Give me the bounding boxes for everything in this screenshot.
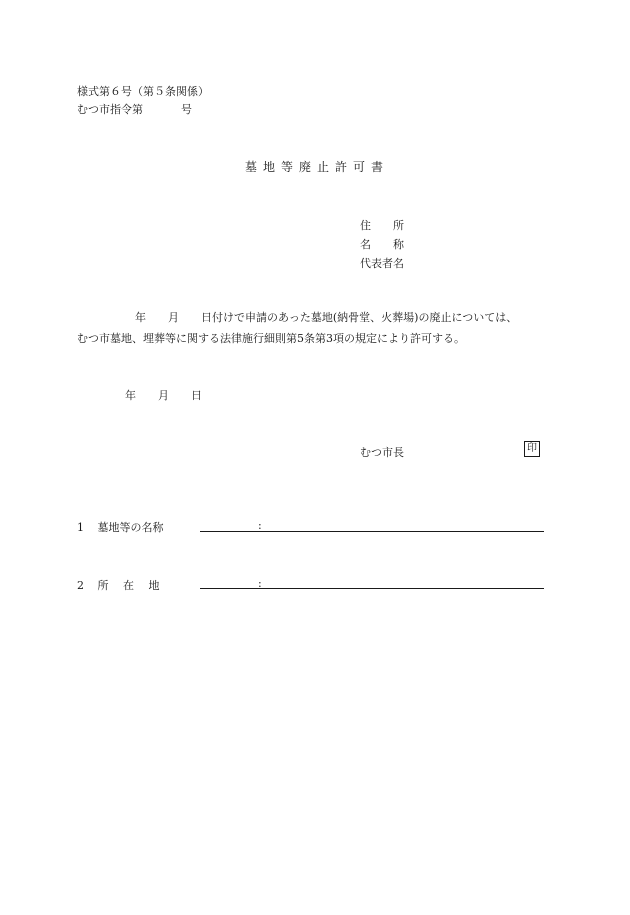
body-paragraph-line-2: むつ市墓地、埋葬等に関する法律施行細則第5条第3項の規定により許可する。 — [77, 332, 465, 345]
document-number-suffix: 号 — [181, 103, 192, 116]
applicant-name-label: 名 称 — [360, 238, 404, 251]
field-location — [77, 577, 262, 593]
field-facility-name — [77, 519, 262, 535]
issue-day-label: 日 — [191, 389, 202, 402]
document-number — [77, 101, 192, 117]
field-number: 1 — [77, 521, 84, 534]
body-year-label: 年 — [135, 311, 146, 324]
document-number-prefix: むつ市指令第 — [77, 103, 143, 116]
document-title: 墓地等廃止許可書 — [245, 160, 390, 174]
body-day-text: 日付けで申請のあった墓地(納骨堂、火葬場)の廃止については、 — [201, 311, 518, 324]
field-label: 墓地等の名称 — [97, 521, 164, 534]
body-paragraph-line-1 — [77, 309, 517, 325]
form-number-label: 様式第６号（第５条関係） — [77, 85, 209, 98]
applicant-address-label: 住 所 — [360, 219, 404, 232]
issue-month-label: 月 — [158, 389, 169, 402]
issue-date — [125, 387, 202, 403]
issue-year-label: 年 — [125, 389, 136, 402]
facility-name-input-line[interactable] — [200, 531, 544, 532]
applicant-representative-label: 代表者名 — [360, 257, 404, 270]
seal-mark: 印 — [524, 441, 540, 457]
body-month-label: 月 — [168, 311, 179, 324]
field-colon: : — [258, 519, 262, 532]
field-number: 2 — [77, 579, 84, 592]
mayor-label: むつ市長 — [360, 446, 404, 459]
field-label: 所 在 地 — [97, 579, 160, 592]
field-colon: : — [258, 577, 262, 590]
location-input-line[interactable] — [200, 588, 544, 589]
